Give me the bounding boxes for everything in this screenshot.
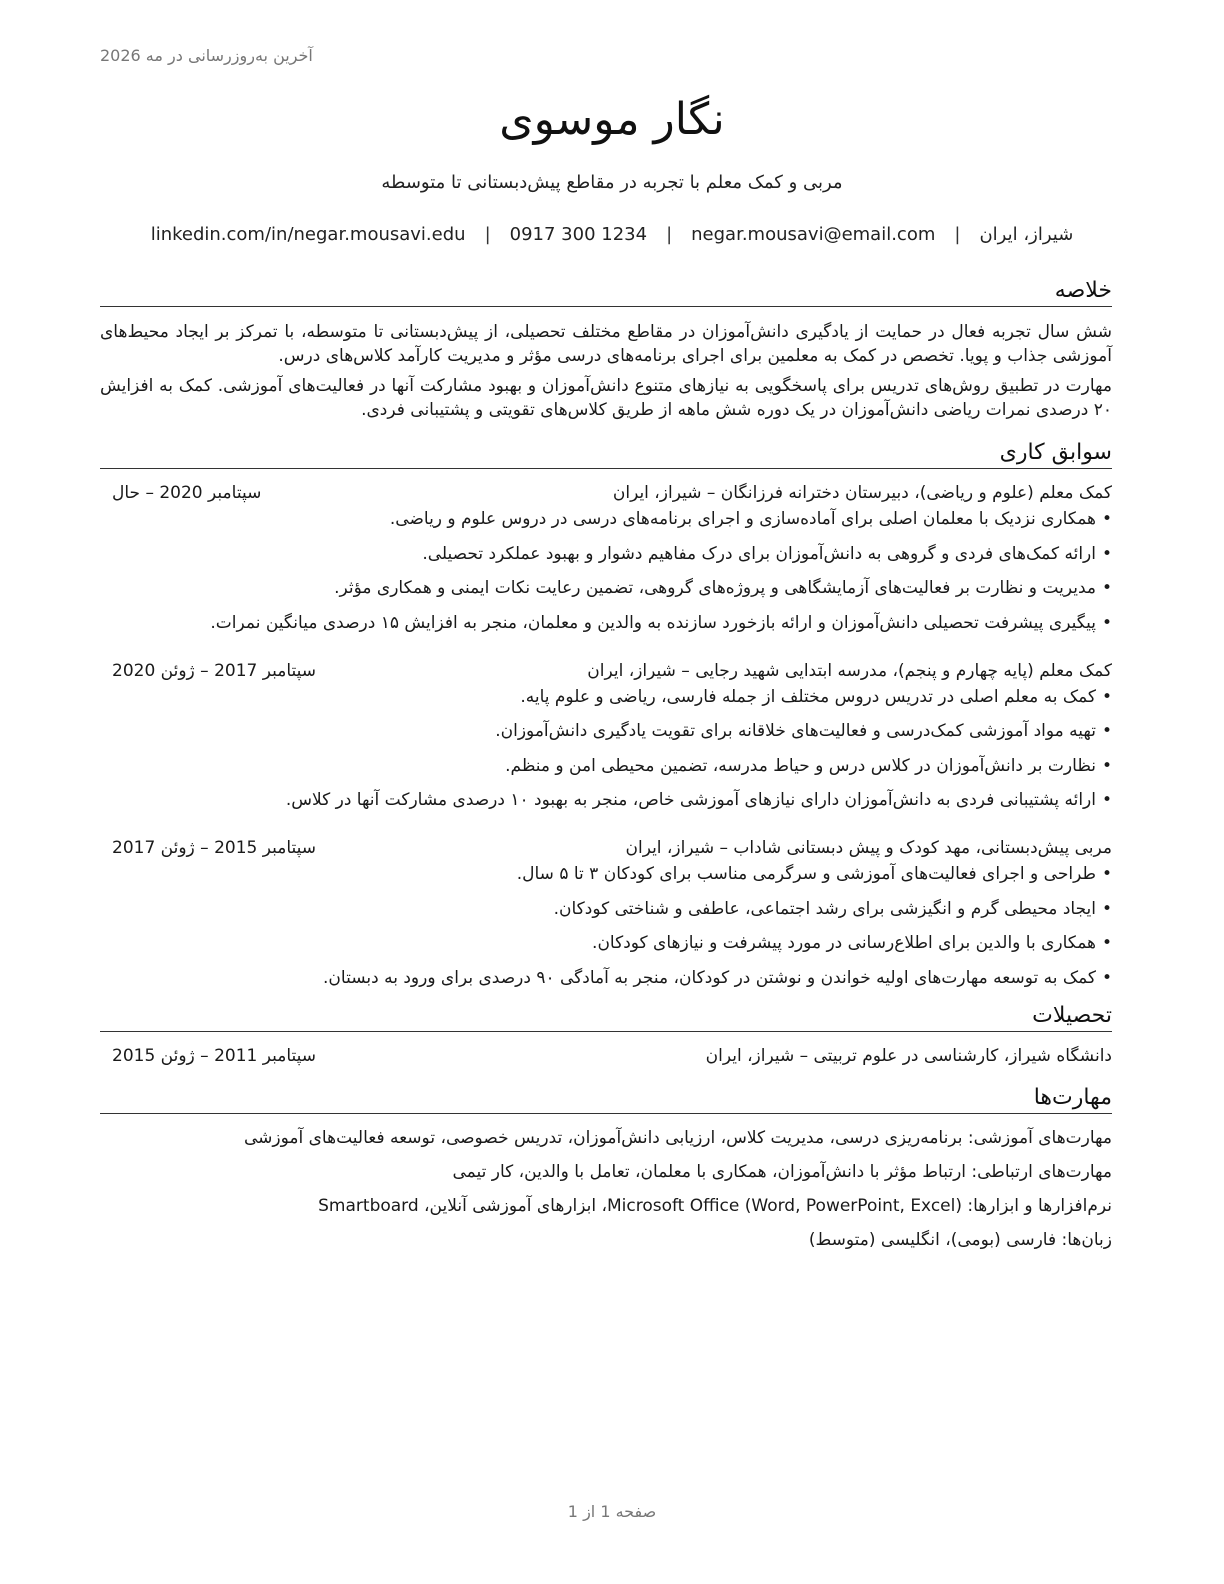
summary-paragraph: مهارت در تطبیق روش‌های تدریس برای پاسخگویی به نیازهای متنوع دانش‌آموزان و بهبود مشارکت آنها در فعالیت‌های آموزشی. کمک به افزایش ۲۰ درصدی نمرات ریاضی دانش‌آموزان در یک دوره شش ماهه از طریق کلاس‌های تقویتی و پشتیبانی فردی. [100,376,1112,420]
last-updated: آخرین به‌روزرسانی در مه 2026 [100,46,313,65]
job-date-text: سپتامبر 2015 – ژوئن 2017 [112,838,317,858]
skills-title: مهارت‌ها [100,1085,1112,1114]
job-role: مربی پیش‌دبستانی، مهد کودک و پیش دبستانی شاداب – شیراز، ایران [625,838,1112,858]
education-date [100,1045,332,1067]
page-number: صفحه 1 از 1 [567,1502,657,1521]
skills-line: نرم‌افزارها و ابزارها: Microsoft Office (Word, PowerPoint, Excel)، ابزارهای آموزشی آنلاین، Smartboard [318,1195,1112,1216]
job-date [100,837,332,859]
contact-line [0,224,1224,245]
education-degree: دانشگاه شیراز، کارشناسی در علوم تربیتی – شیراز، ایران [705,1045,1112,1066]
job-entry [100,660,1112,812]
job-bullets [100,686,1112,812]
job-bullet: • کمک به توسعه مهارت‌های اولیه خواندن و نوشتن در کودکان، منجر به آمادگی ۹۰ درصدی برای ورود به دبستان. [100,967,1112,989]
skills-line: مهارت‌های آموزشی: برنامه‌ریزی درسی، مدیریت کلاس، ارزیابی دانش‌آموزان، تدریس خصوصی، توسعه فعالیت‌های آموزشی [243,1127,1112,1148]
job-bullet: • کمک به معلم اصلی در تدریس دروس مختلف از جمله فارسی، ریاضی و علوم پایه. [100,686,1112,708]
contact-separator: | [666,224,673,245]
experience-title: سوابق کاری [100,440,1112,469]
job-role: کمک معلم (علوم و ریاضی)، دبیرستان دخترانه فرزانگان – شیراز، ایران [612,483,1112,503]
contact-separator: | [484,224,491,245]
skills-line: زبان‌ها: فارسی (بومی)، انگلیسی (متوسط) [808,1229,1112,1250]
education-title: تحصیلات [100,1003,1112,1032]
experience-section [100,440,1112,989]
summary-section [100,278,1112,422]
job-date [100,660,332,682]
job-header [100,837,1112,859]
job-bullet: • همکاری نزدیک با معلمان اصلی برای آماده‌سازی و اجرای برنامه‌های درسی در دروس علوم و ریاضی. [100,508,1112,530]
job-bullet: • ارائه کمک‌های فردی و گروهی به دانش‌آموزان برای درک مفاهیم دشوار و بهبود عملکرد تحصیلی. [100,543,1112,565]
contact-email[interactable]: negar.mousavi@email.com [691,224,936,245]
contact-location: شیراز، ایران [979,224,1074,245]
job-date [100,482,332,504]
job-bullet: • نظارت بر دانش‌آموزان در کلاس درس و حیاط مدرسه، تضمین محیطی امن و منظم. [100,755,1112,777]
summary-title: خلاصه [100,278,1112,307]
job-date-text: سپتامبر 2020 – حال [112,483,262,503]
job-date-text: سپتامبر 2017 – ژوئن 2020 [112,660,317,681]
summary-paragraph: شش سال تجربه فعال در حمایت از یادگیری دانش‌آموزان در مقاطع مختلف تحصیلی، از پیش‌دبستانی تا متوسطه، با تمرکز بر ایجاد محیط‌های آموزشی جذاب و پویا. تخصص در کمک به معلمین برای اجرای برنامه‌های درسی مؤثر و مدیریت کارآمد کلاس‌های درس. [100,322,1112,366]
skills-section [100,1085,1112,1251]
job-bullet: • طراحی و اجرای فعالیت‌های آموزشی و سرگرمی مناسب برای کودکان ۳ تا ۵ سال. [100,863,1112,885]
job-bullet: • ایجاد محیطی گرم و انگیزشی برای رشد اجتماعی، عاطفی و شناختی کودکان. [100,898,1112,920]
job-entry [100,482,1112,634]
job-bullets [100,508,1112,634]
education-section [100,1003,1112,1067]
job-role: کمک معلم (پایه چهارم و پنجم)، مدرسه ابتدایی شهید رجایی – شیراز، ایران [587,660,1112,681]
resume-content [100,278,1112,1263]
contact-phone[interactable]: 0917 300 1234 [509,224,648,245]
job-bullet: • مدیریت و نظارت بر فعالیت‌های آزمایشگاهی و پروژه‌های گروهی، تضمین رعایت نکات ایمنی و همکاری مؤثر. [100,577,1112,599]
job-header [100,482,1112,504]
job-entry [100,837,1112,989]
tagline: مربی و کمک معلم با تجربه در مقاطع پیش‌دبستانی تا متوسطه [381,172,843,193]
job-bullets [100,863,1112,989]
contact-linkedin[interactable]: linkedin.com/in/negar.mousavi.edu [150,224,466,245]
education-entry [100,1045,1112,1067]
contact-separator: | [954,224,961,245]
candidate-name: نگار موسوی [499,94,725,145]
education-date-text: سپتامبر 2011 – ژوئن 2015 [112,1045,317,1066]
job-bullet: • تهیه مواد آموزشی کمک‌درسی و فعالیت‌های خلاقانه برای تقویت یادگیری دانش‌آموزان. [100,720,1112,742]
job-bullet: • ارائه پشتیبانی فردی به دانش‌آموزان دارای نیازهای آموزشی خاص، منجر به بهبود ۱۰ درصدی مشارکت آنها در کلاس. [100,789,1112,811]
job-header [100,660,1112,682]
job-bullet: • همکاری با والدین برای اطلاع‌رسانی در مورد پیشرفت و نیازهای کودکان. [100,932,1112,954]
skills-line: مهارت‌های ارتباطی: ارتباط مؤثر با دانش‌آموزان، همکاری با معلمان، تعامل با والدین، کار تیمی [452,1161,1112,1182]
job-bullet: • پیگیری پیشرفت تحصیلی دانش‌آموزان و ارائه بازخورد سازنده به والدین و معلمان، منجر به افزایش ۱۵ درصدی میانگین نمرات. [100,612,1112,634]
